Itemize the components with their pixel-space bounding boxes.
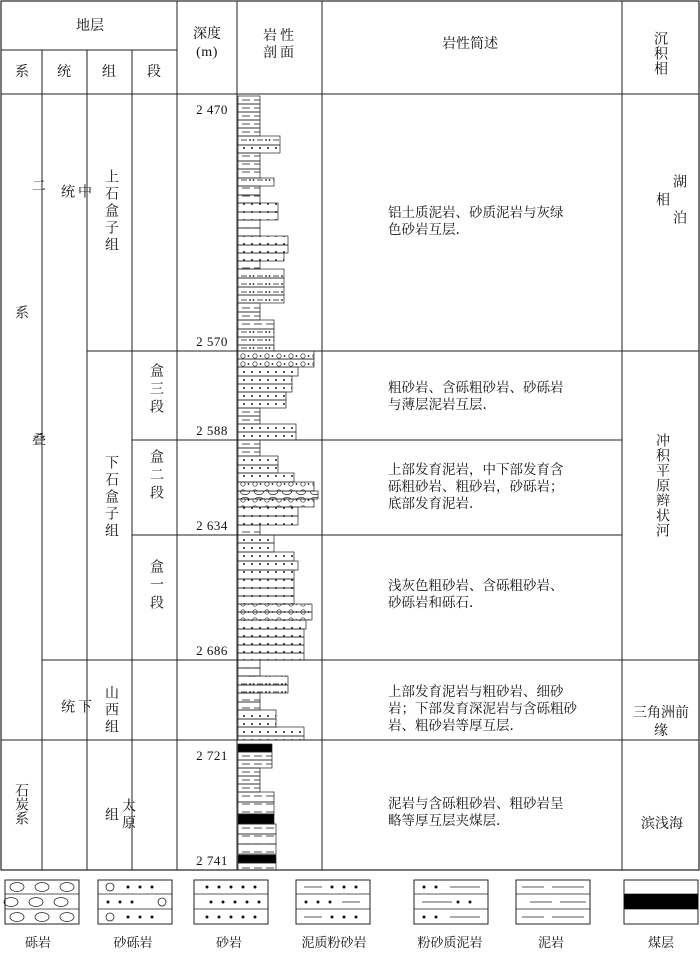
lithology-bed-silt [238,136,280,145]
lithology-bed-sand [238,588,294,596]
lithology-bed-silt [238,295,284,303]
lithology-bed-sand [238,253,284,261]
lithology-bed-silt [238,329,274,337]
lithology-bed-pebble [238,482,314,491]
lithology-bed-mud [238,834,276,844]
lithology-bed-mud [238,776,260,784]
header-description: 岩性简述 [442,36,498,52]
lithology-bed-mud [238,702,260,710]
legend-mudstone-label: 泥岩 [537,936,564,951]
lithology-bed-mud [238,693,260,702]
lithology-bed-mud [238,112,260,120]
lithology-bed-sand [238,507,298,516]
lithology-bed-sand [238,212,278,220]
lithology-bed-cong [238,491,318,499]
lithology-bed-silt [238,676,288,685]
lithology-bed-sand [238,653,304,660]
lithology-bed-pebble [238,604,312,612]
header-strata: 地层 [76,18,104,34]
lithology-bed-mud [238,824,276,834]
lithology-bed-sand [238,465,278,473]
lithology-bed-mud [238,161,260,169]
lithology-bed-sand [238,637,304,645]
lithology-bed-sand [238,392,286,400]
lithology-bed-mud [238,96,260,104]
lithology-bed-silt [238,178,274,186]
lithology-bed-pebble [238,612,312,620]
header-member: 段 [147,64,161,80]
depth-2686: 2 686 [196,643,228,658]
description-he1: 浅灰色粗砂岩、含砾粗砂岩、砂砾岩和砾石. [388,578,564,611]
lithology-bed-sand [238,596,294,604]
lithology-bed-silt [238,269,284,278]
legend-coal-label: 煤层 [647,936,674,951]
depth-2570: 2 570 [196,334,228,349]
lithology-bed-sand [238,719,276,727]
lithology-bed-mud [238,261,260,269]
depth-2721: 2 721 [196,748,228,763]
lithology-bed-sand [238,400,286,408]
legend-sandstone-label: 砂岩 [215,936,242,951]
lithology-bed-sand [238,236,288,245]
lithology-bed-pebble [238,499,314,507]
header-facies: 沉积相 [652,30,668,76]
lithology-bed-sand [238,570,294,579]
lithology-bed-mud [238,448,260,456]
system-carboniferous: 石炭系 [13,783,29,825]
lithology-bed-mud [238,844,276,854]
lithology-bed-sand [238,710,276,719]
legend-swatch-sandstone [194,880,268,924]
legend-swatch-silty-mudstone [414,880,488,924]
lithology-bed-sand [238,543,274,552]
lithology-bed-sand [238,620,306,629]
lithology-bed-mud [238,784,260,792]
description-upper-shihezi: 铝土质泥岩、砂质泥岩与灰绿色砂岩互层. [388,205,564,238]
formation-taiyuan: 太原组 [103,798,136,832]
lithology-bed-pebble [238,359,314,367]
lithology-bed-sand [238,552,294,561]
lithology-bed-silt [238,278,284,287]
description-taiyuan: 泥岩与含砾粗砂岩、粗砂岩呈略等厚互层夹煤层. [388,796,564,829]
formation-shanxi: 山西组 [103,684,119,736]
lithology-bed-silt [238,287,284,295]
header-series: 统 [57,64,71,80]
header-depth-unit: (m) [196,45,218,60]
lithology-bed-mud [238,220,260,228]
lithology-bed-coal [238,744,272,752]
lithology-bed-mud [238,792,274,802]
depth-2634: 2 634 [196,518,228,533]
lithology-bed-mud [238,120,260,128]
lithology-bed-sand [238,432,296,440]
header-depth: 深度 [193,26,221,42]
legend-boxes [4,880,698,924]
description-he3: 粗砂岩、含砾粗砂岩、砂砾岩与薄层泥岩互层. [388,380,564,413]
lithology-bed-mud [238,195,260,203]
legend-pebbly-sandstone-label: 砂砾岩 [113,936,153,951]
facies-braided-river: 冲积平原辫状河 [654,432,670,538]
lithology-bed-mud [238,169,260,178]
legend-swatch-conglomerate [4,880,79,924]
lithology-bed-silt [238,337,274,345]
member-he3: 盒三段 [148,363,164,417]
header-lith-profile-2: 剖面 [263,45,297,61]
legend-conglomerate-label: 砾岩 [24,936,51,951]
lithology-bed-pebble [238,351,314,359]
lithology-bed-sand [238,376,292,384]
description-shanxi: 上部发育泥岩与粗砂岩、细砂岩；下部发育深泥岩与含砾粗砂岩、粗砂岩等厚互层. [388,684,577,734]
lithology-bed-sand [238,203,278,212]
lithology-bed-sand [238,245,288,253]
lithology-bed-sand [238,645,304,653]
legend-muddy-siltstone-label: 泥质粉砂岩 [301,936,367,951]
description-he2: 上部发育泥岩，中下部发育含砾粗砂岩、粗砂岩，砂砾岩；底部发育泥岩. [388,462,564,512]
lithology-bed-mud [238,668,260,676]
lithology-bed-mud [238,104,260,112]
header-formation: 组 [102,64,116,80]
lithology-bed-coal [238,855,276,863]
system-permian: 二叠系 [13,178,46,686]
lithology-bed-sand [238,516,298,525]
lithology-bed-mud [238,760,272,768]
lithology-bed-mud [238,408,260,416]
lithology-bed-sand [238,384,292,392]
facies-lacustrine: 湖泊相 [654,174,687,246]
lithology-bed-mud [238,802,274,814]
depth-2588: 2 588 [196,423,228,438]
depth-2470: 2 470 [196,102,228,117]
lithology-bed-mud [238,320,274,329]
lithology-bed-mud [238,312,260,320]
lithology-bed-mud [238,416,260,424]
lithology-bed-mud [238,153,260,161]
member-he2: 盒二段 [148,449,164,503]
formation-upper-shihezi: 上石盒子组 [103,168,119,254]
lithology-bed-mud [238,525,260,535]
lithology-bed-mud [238,660,260,668]
legend-swatch-coal [624,880,698,924]
lithology-bed-sand [238,456,278,465]
header-lith-profile-1: 岩性 [263,28,297,44]
member-he1: 盒一段 [148,559,164,613]
series-middle: 中统 [59,184,92,528]
lithology-bed-sand [238,736,304,740]
depth-2741: 2 741 [196,853,228,868]
lithology-bed-sand [238,727,304,736]
legend-swatch-muddy-siltstone [296,880,370,924]
legend-swatch-mudstone [516,880,590,924]
lithology-bed-mud [238,228,260,236]
lithology-bed-sand [238,367,298,376]
header-system: 系 [15,64,29,80]
lithology-bed-mud [238,440,260,448]
lithology-bed-mud [238,768,260,776]
lithology-bed-sand [238,579,294,588]
lithology-bed-silt [238,685,288,693]
lithology-bed-mud [238,303,260,312]
lithology-bed-mud [238,128,260,136]
lithology-bed-silt [238,345,274,351]
lithology-profile [238,96,318,870]
legend-silty-mudstone-label: 粉砂质泥岩 [417,936,483,951]
lithology-bed-mud [238,863,276,870]
lithology-bed-sand [238,629,304,637]
lithology-bed-sand [238,145,280,153]
lithology-bed-sand [238,424,296,432]
series-lower: 下统 [59,699,92,745]
facies-littoral: 滨浅海 [641,816,683,832]
facies-delta-front: 三角洲前缘 [633,705,689,739]
lithology-bed-sand [238,535,274,543]
lithology-bed-mud [238,752,272,760]
lithology-bed-coal [238,814,274,824]
legend-swatch-pebbly-sandstone [98,880,172,924]
formation-lower-shihezi: 下石盒子组 [103,454,119,540]
lithology-bed-sand [238,561,298,570]
lithology-bed-mud [238,186,260,195]
lithology-bed-sand [238,473,294,482]
